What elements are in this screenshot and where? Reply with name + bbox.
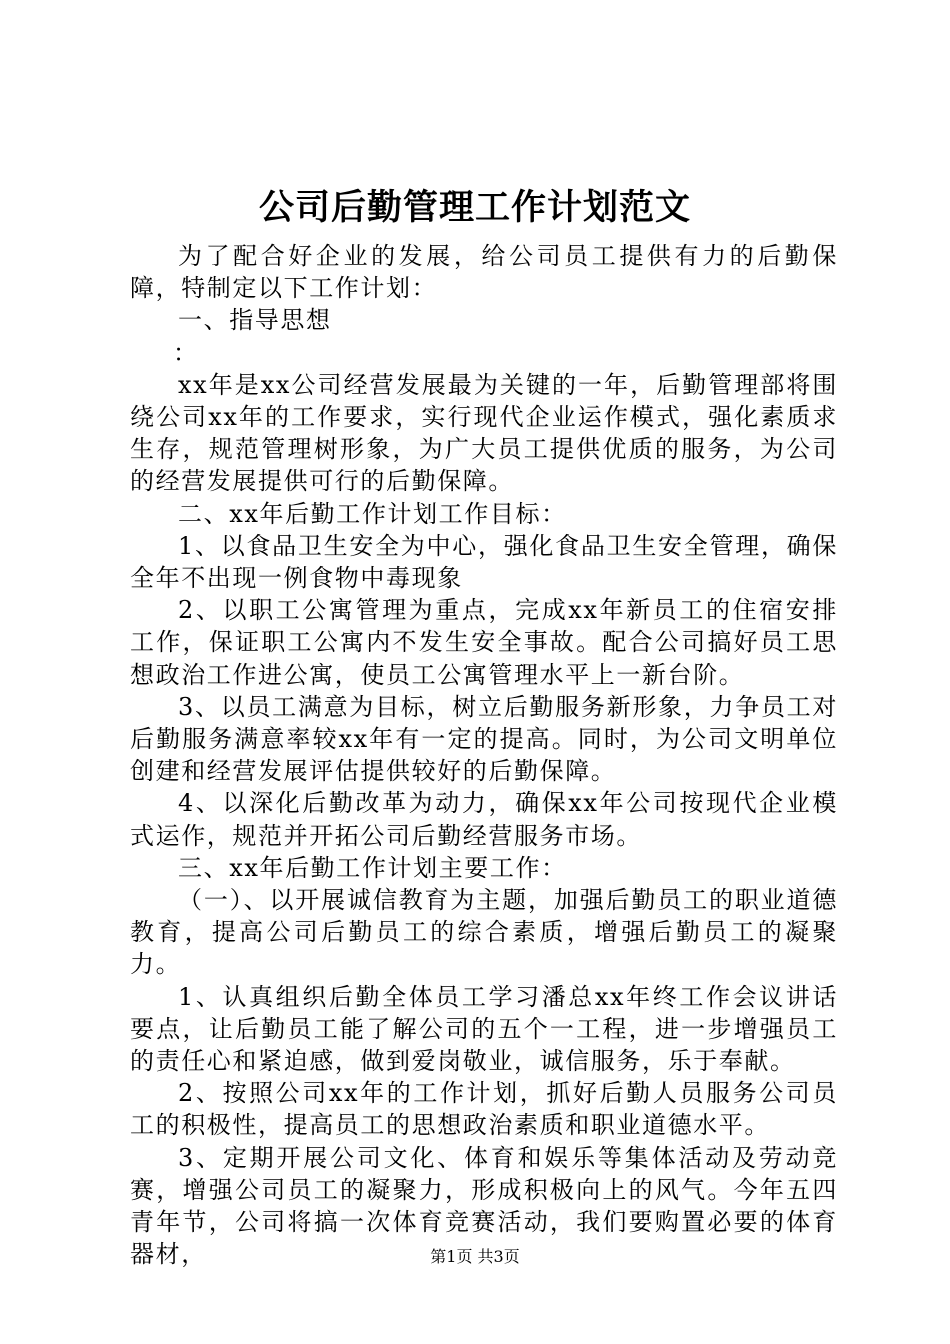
section-heading: 一、指导思想 (178, 306, 332, 335)
document-title: 公司后勤管理工作计划范文 (258, 187, 691, 228)
list-item: 1、认真组织后勤全体员工学习潘总xx年终工作会议讲话要点，让后勤员工能了解公司的五个一工程，进一步增强员工的责任心和紧迫感，做到爱岗敬业，诚信服务，乐于奉献。 (130, 982, 838, 1076)
paragraph: xx年是xx公司经营发展最为关键的一年，后勤管理部将围绕公司xx年的工作要求，实行现代企业运作模式，强化素质求生存，规范管理树形象，为广大员工提供优质的服务，为公司的经营发展提供可行的后勤保障。 (130, 370, 838, 496)
paragraph: ： (173, 338, 199, 367)
list-item: 1、以食品卫生安全为中心，强化食品卫生安全管理，确保全年不出现一例食物中毒现象 (130, 531, 838, 593)
document-body (130, 240, 838, 1271)
section-heading: 二、xx年后勤工作计划工作目标： (178, 499, 567, 528)
list-item: 3、以员工满意为目标，树立后勤服务新形象，力争员工对后勤服务满意率较xx年有一定的提高。同时，为公司文明单位创建和经营发展评估提供较好的后勤保障。 (130, 692, 838, 786)
paragraph: 为了配合好企业的发展，给公司员工提供有力的后勤保障，特制定以下工作计划： (130, 242, 838, 303)
subsection-heading: （一）、以开展诚信教育为主题，加强后勤员工的职业道德教育，提高公司后勤员工的综合素质，增强后勤员工的凝聚力。 (130, 886, 838, 979)
section-heading: 三、xx年后勤工作计划主要工作： (178, 853, 567, 882)
list-item: 3、定期开展公司文化、体育和娱乐等集体活动及劳动竞赛，增强公司员工的凝聚力，形成积极向上的风气。今年五四青年节，公司将搞一次体育竞赛活动，我们要购置必要的体育器材， (130, 1143, 838, 1269)
list-item: 4、以深化后勤改革为动力，确保xx年公司按现代企业模式运作，规范并开拓公司后勤经营服务市场。 (130, 789, 838, 850)
list-item: 2、以职工公寓管理为重点，完成xx年新员工的住宿安排工作，保证职工公寓内不发生安全事故。配合公司搞好员工思想政治工作进公寓，使员工公寓管理水平上一新台阶。 (130, 596, 838, 689)
page-footer: 第1页 共3页 (430, 1247, 520, 1266)
list-item: 2、按照公司xx年的工作计划，抓好后勤人员服务公司员工的积极性，提高员工的思想政治素质和职业道德水平。 (130, 1079, 838, 1140)
